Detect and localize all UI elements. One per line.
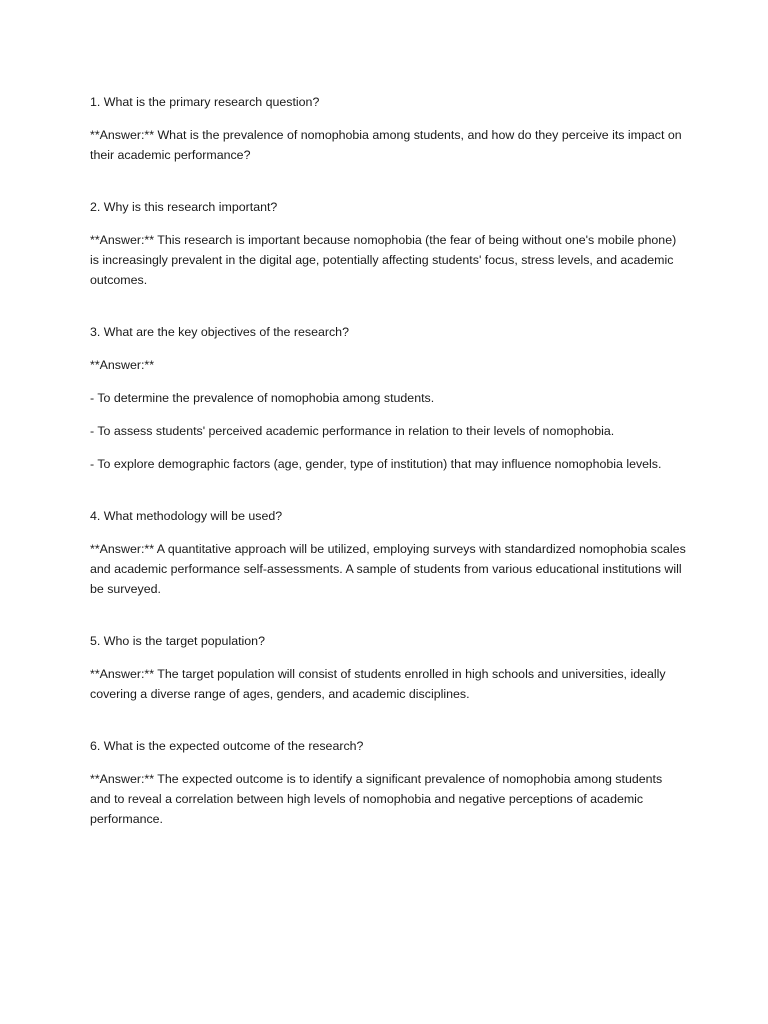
question-text: 2. Why is this research important? bbox=[90, 200, 278, 214]
question-text: 3. What are the key objectives of the research? bbox=[90, 325, 349, 339]
objectives-list bbox=[90, 388, 686, 474]
qa-section-4 bbox=[90, 506, 686, 599]
question-text: 5. Who is the target population? bbox=[90, 634, 265, 648]
answer-text: **Answer:** The expected outcome is to identify a significant prevalence of nomophobia among students and to reveal a correlation between high levels of nomophobia and negative perceptions of academic performance. bbox=[90, 772, 663, 826]
qa-section-1 bbox=[90, 92, 686, 165]
answer-text: **Answer:** What is the prevalence of nomophobia among students, and how do they perceive its impact on their academic performance? bbox=[90, 128, 682, 162]
answer-text: **Answer:** The target population will consist of students enrolled in high schools and universities, ideally covering a diverse range of ages, genders, and academic disciplines. bbox=[90, 667, 666, 701]
qa-section-3 bbox=[90, 322, 686, 474]
list-item: - To assess students' perceived academic performance in relation to their levels of nomophobia. bbox=[90, 424, 615, 438]
answer-text: **Answer:** This research is important because nomophobia (the fear of being without one's mobile phone) is increasingly prevalent in the digital age, potentially affecting students' focus, stress levels, and academic outcomes. bbox=[90, 233, 677, 287]
qa-section-6 bbox=[90, 736, 686, 829]
qa-section-2 bbox=[90, 197, 686, 290]
question-text: 4. What methodology will be used? bbox=[90, 509, 283, 523]
document-body bbox=[90, 92, 686, 842]
question-text: 1. What is the primary research question? bbox=[90, 95, 320, 109]
list-item: - To determine the prevalence of nomophobia among students. bbox=[90, 391, 435, 405]
answer-text: **Answer:** A quantitative approach will be utilized, employing surveys with standardized nomophobia scales and academic performance self-assessments. A sample of students from various educational institutions will be surveyed. bbox=[90, 542, 686, 596]
qa-section-5 bbox=[90, 631, 686, 704]
answer-text: **Answer:** bbox=[90, 358, 155, 372]
question-text: 6. What is the expected outcome of the research? bbox=[90, 739, 364, 753]
list-item: - To explore demographic factors (age, gender, type of institution) that may influence nomophobia levels. bbox=[90, 457, 662, 471]
